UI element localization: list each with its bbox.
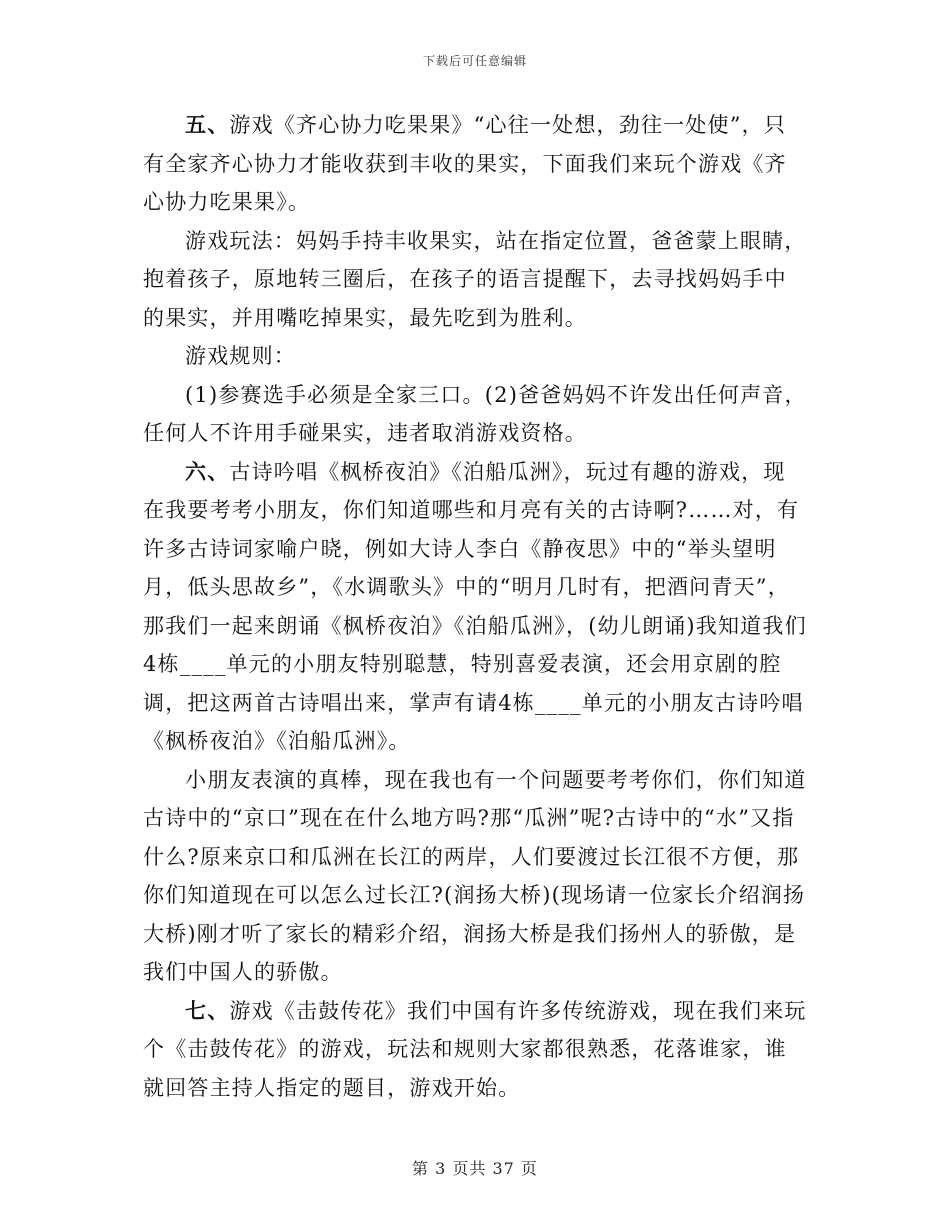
paragraph-text: 古诗吟唱《枫桥夜泊》《泊船瓜洲》，玩过有趣的游戏，现在我要考考小朋友，你们知道哪些和月亮有关的古诗啊?……对，有许多古诗词家喻户晓，例如大诗人李白《静夜思》中的“举头望明月，低头思故乡”，《水调歌头》中的“明月几时有，把酒问青天”，那我们一起来朗诵《枫桥夜泊》《泊船瓜洲》，(幼儿朗诵)我知道我们4栋____单元的小朋友特别聪慧，特别喜爱表演，还会用京剧的腔调，把这两首古诗唱出来，掌声有请4栋____单元的小朋友古诗吟唱《枫桥夜泊》《泊船瓜洲》。 xyxy=(143,459,807,753)
paragraph-text: (1)参赛选手必须是全家三口。(2)爸爸妈妈不许发出任何声音，任何人不许用手碰果实，违者取消游戏资格。 xyxy=(143,382,807,445)
page-number: 第 3 页共 37 页 xyxy=(412,1159,538,1178)
paragraph-game-play xyxy=(143,222,807,338)
paragraph-text: 游戏《击鼓传花》我们中国有许多传统游戏，现在我们来玩个《击鼓传花》的游戏，玩法和规则大家都很熟悉，花落谁家，谁就回答主持人指定的题目，游戏开始。 xyxy=(143,998,807,1100)
section-number: 七、 xyxy=(185,997,230,1023)
paragraph-text: 游戏规则： xyxy=(185,344,296,368)
paragraph-poem-question xyxy=(143,761,807,992)
paragraph-game-rules xyxy=(143,376,807,453)
paragraph-section-seven xyxy=(143,992,807,1108)
paragraph-text: 游戏玩法：妈妈手持丰收果实，站在指定位置，爸爸蒙上眼睛，抱着孩子，原地转三圈后，在孩子的语言提醒下，去寻找妈妈手中的果实，并用嘴吃掉果实，最先吃到为胜利。 xyxy=(143,228,807,330)
paragraph-section-five xyxy=(143,106,807,222)
section-number: 五、 xyxy=(185,112,230,137)
page-header-note: 下载后可任意编辑 xyxy=(422,54,527,68)
section-number: 六、 xyxy=(185,458,230,484)
paragraph-section-six xyxy=(143,453,807,761)
paragraph-text: 游戏《齐心协力吃果果》“心往一处想，劲往一处使”，只有全家齐心协力才能收获到丰收的果实，下面我们来玩个游戏《齐心协力吃果果》。 xyxy=(143,113,787,214)
document-body xyxy=(143,106,807,1107)
paragraph-text: 小朋友表演的真棒，现在我也有一个问题要考考你们，你们知道古诗中的“京口”现在在什么地方吗?那“瓜洲”呢?古诗中的“水”又指什么?原来京口和瓜洲在长江的两岸，人们要渡过长江很不方便，那你们知道现在可以怎么过长江?(润扬大桥)(现场请一位家长介绍润扬大桥)刚才听了家长的精彩介绍，润扬大桥是我们扬州人的骄傲，是我们中国人的骄傲。 xyxy=(143,767,807,984)
paragraph-game-rules-heading xyxy=(143,337,807,376)
